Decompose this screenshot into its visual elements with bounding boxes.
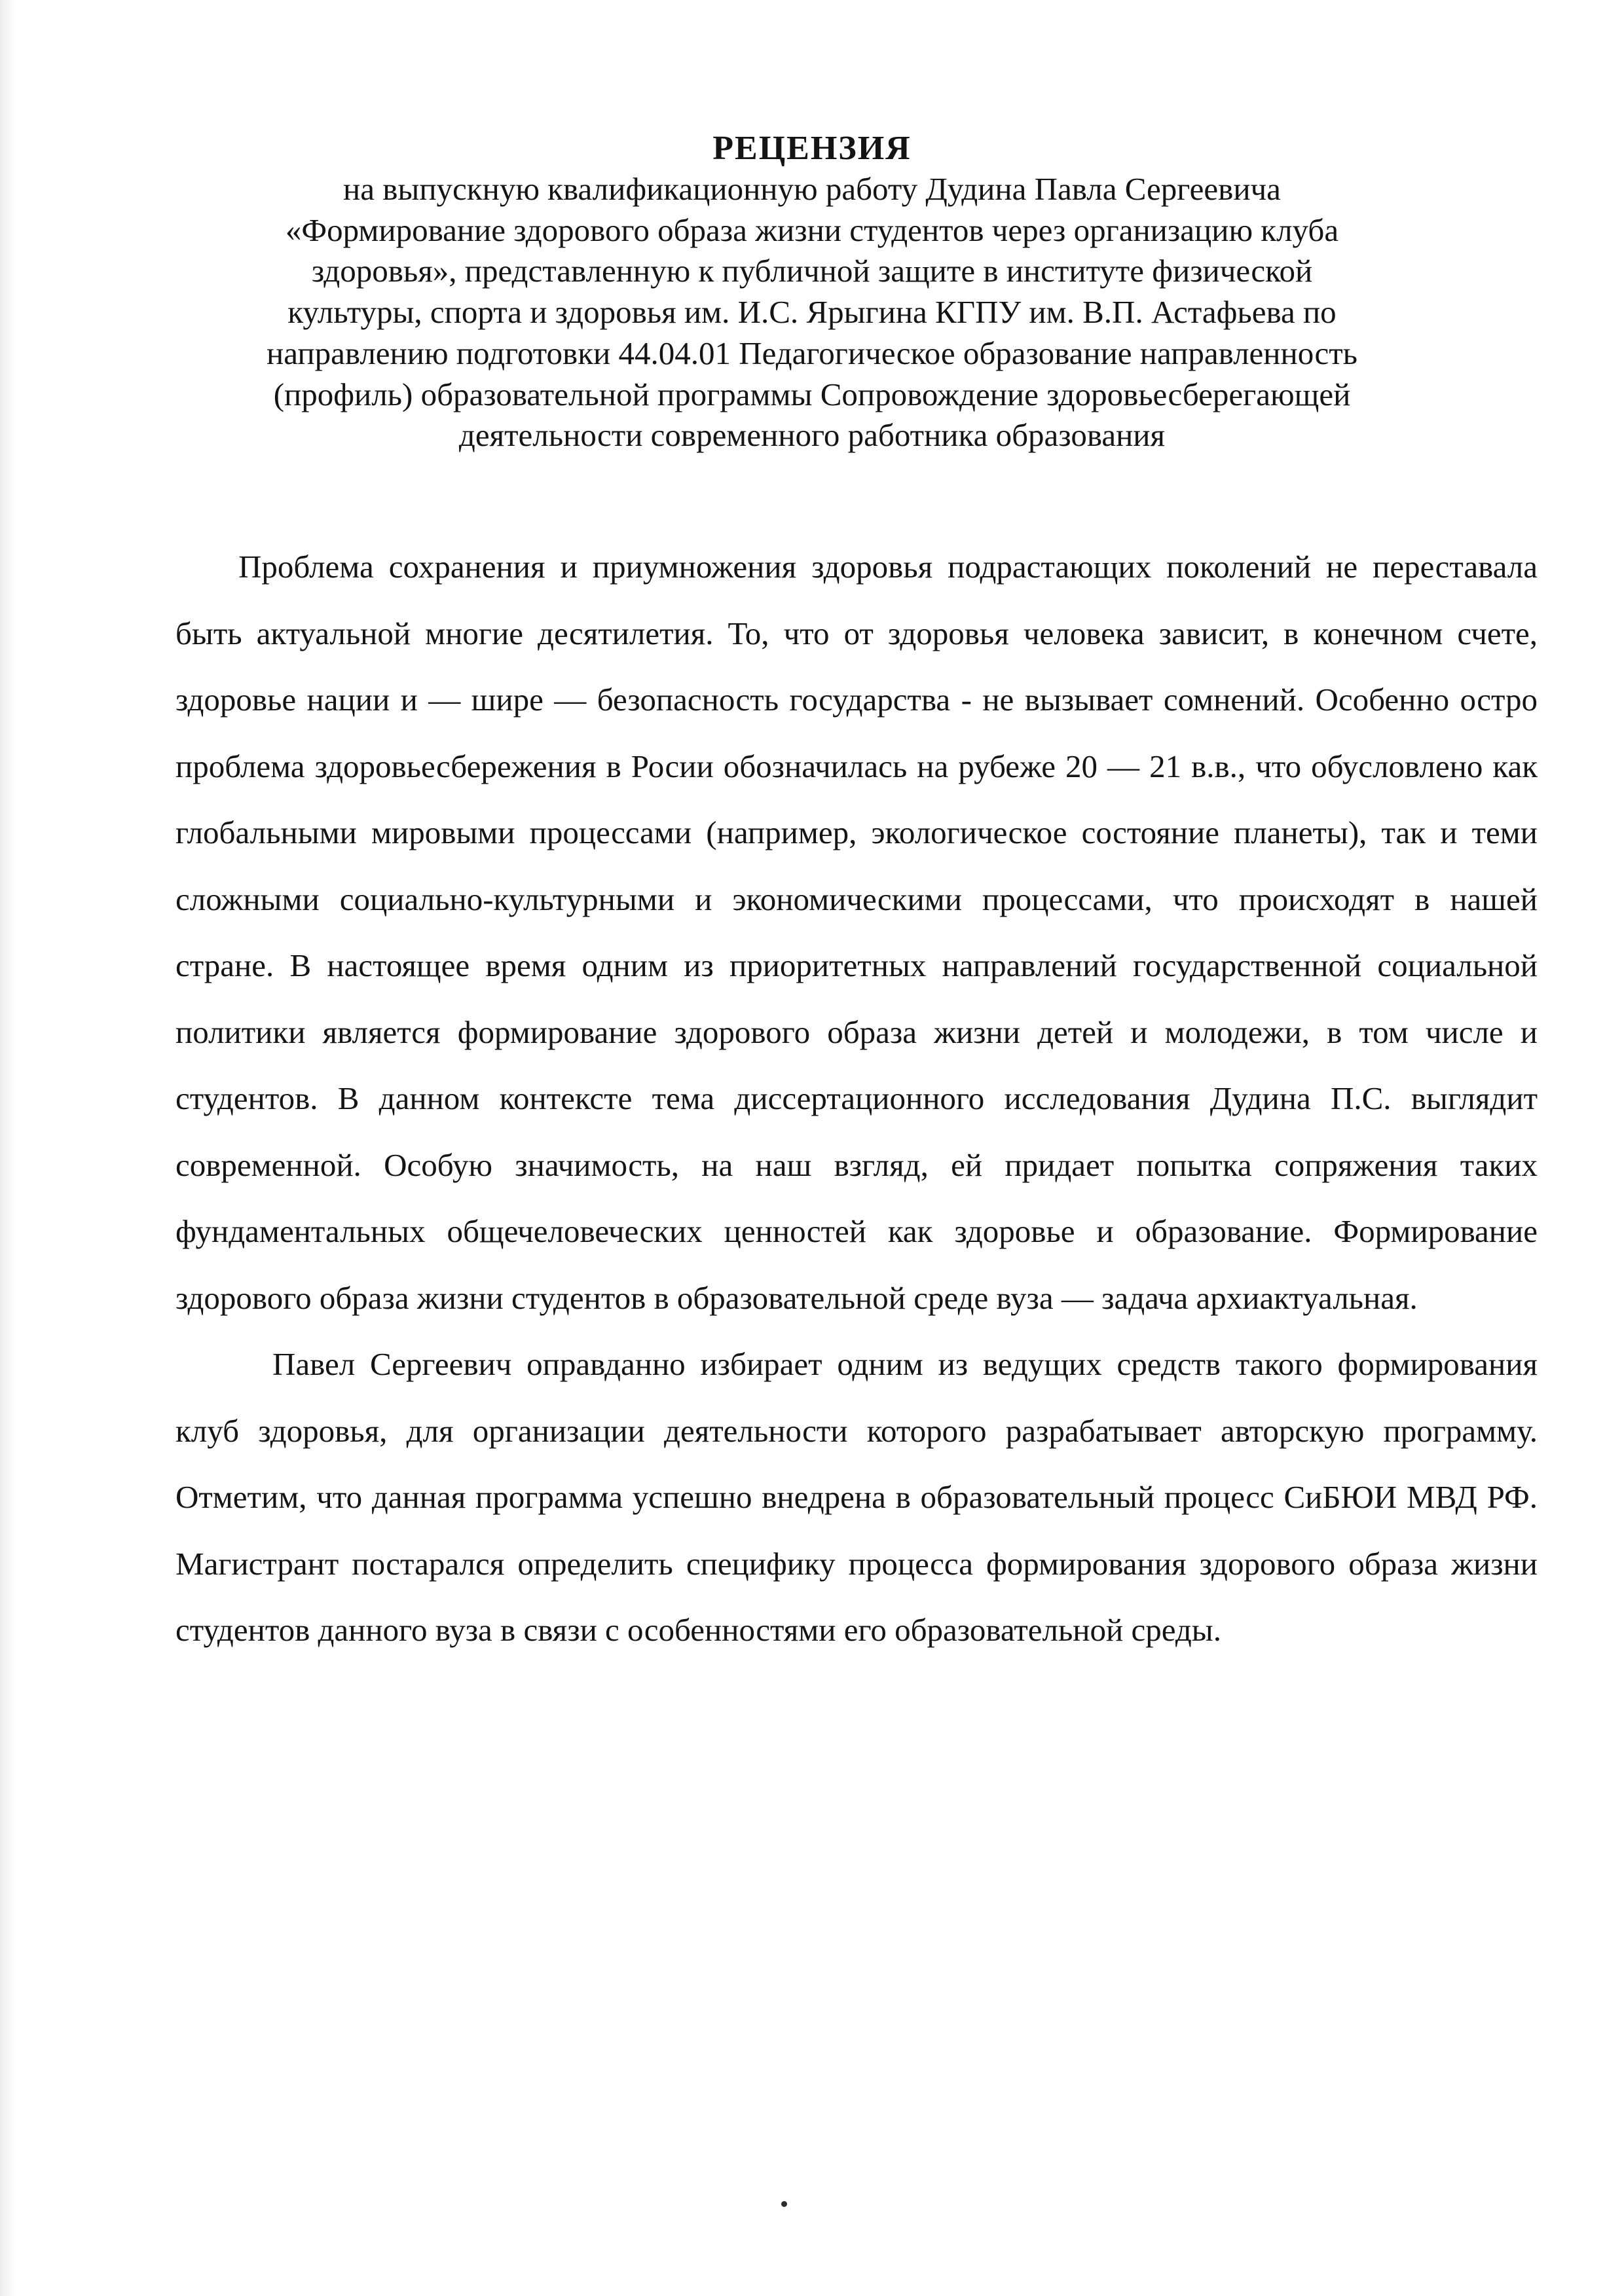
document-subtitle	[196, 169, 1428, 456]
body-paragraph: Проблема сохранения и приумножения здоровья подрастающих поколений не переставала быть актуальной многие десятилетия. То, что от здоровья человека зависит, в конечном счете, здоровье нации и — шире — безопасность государства - не вызывает сомнений. Особенно остро проблема здоровьесбережения в Росии обозначилась на рубеже 20 — 21 в.в., что обусловлено как глобальными мировыми процессами (например, экологическое состояние планеты), так и теми сложными социально-культурными и экономическими процессами, что происходят в нашей стране. В настоящее время одним из приоритетных направлений государственной социальной политики является формирование здорового образа жизни детей и молодежи, в том числе и студентов. В данном контексте тема диссертационного исследования Дудина П.С. выглядит современной. Особую значимость, на наш взгляд, ей придает попытка сопряжения таких фундаментальных общечеловеческих ценностей как здоровье и образование. Формирование здорового образа жизни студентов в образовательной среде вуза — задача архиактуальная.	[175, 549, 1538, 1316]
document-title: РЕЦЕНЗИЯ	[712, 130, 912, 167]
review-header	[196, 128, 1428, 456]
scan-edge-shadow	[0, 0, 17, 2296]
subtitle-line: (профиль) образовательной программы Сопровождение здоровьесберегающей	[273, 376, 1351, 412]
scan-speck	[781, 2201, 787, 2207]
body-paragraph: Павел Сергеевич оправданно избирает одним из ведущих средств такого формирования клуб здоровья, для организации деятельности которого разрабатывает авторскую программу. Отметим, что данная программа успешно внедрена в образовательный процесс СиБЮИ МВД РФ. Магистрант постарался определить специфику процесса формирования здорового образа жизни студентов данного вуза в связи с особенностями его образовательной среды.	[175, 1346, 1538, 1648]
subtitle-line: «Формирование здорового образа жизни студентов через организацию клуба	[285, 211, 1339, 248]
subtitle-line: деятельности современного работника образования	[458, 417, 1166, 454]
subtitle-line: культуры, спорта и здоровья им. И.С. Ярыгина КГПУ им. В.П. Астафьева по	[287, 294, 1337, 331]
review-body	[175, 534, 1538, 1664]
subtitle-line: здоровья», представленную к публичной защите в институте физической	[311, 253, 1313, 289]
subtitle-line: на выпускную квалификационную работу Дудина Павла Сергеевича	[343, 171, 1281, 207]
subtitle-line: направлению подготовки 44.04.01 Педагогическое образование направленность	[267, 335, 1357, 371]
